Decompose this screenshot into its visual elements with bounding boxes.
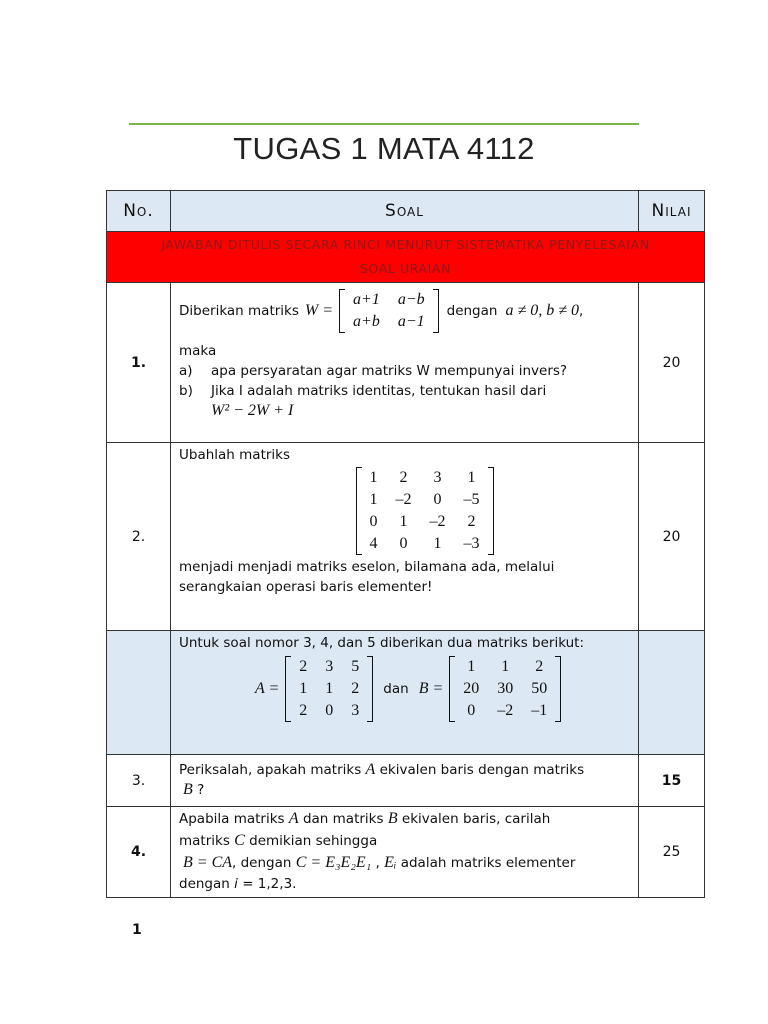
label-a: A = [255,680,280,697]
matrix-q2 [356,467,494,555]
matrix-cell: 2 [522,656,556,678]
matrix-cell: 1 [399,513,408,530]
matrix-cell: a−b [397,291,425,308]
question-body [171,807,639,898]
q4-text: adalah matriks elementer [400,855,576,871]
matrix-cell: 0 [454,700,488,722]
part-text: Jika I adalah matriks identitas, tentukan hasil dari [211,383,547,399]
matrix-cell: 0 [399,535,408,552]
instruction-banner [107,232,705,283]
part-label: b) [179,383,193,399]
matrix-w [339,289,439,333]
title-rule [129,123,639,125]
q1-maka: maka [179,343,217,359]
q2-outro-1: menjadi menjadi matriks eselon, bilamana ada, melalui [179,559,555,575]
matrix-cell: –2 [429,513,446,530]
matrix-cell: 20 [454,678,488,700]
matrix-cell: 1 [369,469,378,486]
q4-text: ekivalen baris, carilah [401,811,551,827]
matrix-cell: 3 [342,700,368,722]
q1-condition: a ≠ 0, b ≠ 0 [505,302,580,319]
q4-text: dan matriks [302,811,384,827]
matrix-cell: a−1 [397,313,425,330]
matrix-cell: 2 [290,700,316,722]
q3-text-3: ? [197,782,205,798]
q4-var-a: A [288,810,299,827]
q4-var-b: B [387,810,398,827]
question-score: 25 [639,807,705,898]
instruction-row [107,232,705,283]
q4-text: dengan [179,876,230,892]
matrix-cell: 0 [433,491,442,508]
given-dan: dan [383,681,409,697]
matrix-cell: 3 [316,656,342,678]
q4-var-ei: Eᵢ [384,854,397,871]
header-soal: Soal [171,191,639,232]
matrix-cell: 1 [454,656,488,678]
question-number: 3. [107,755,171,807]
q2-intro: Ubahlah matriks [179,447,291,463]
question-body [171,283,639,443]
question-number: 2. [107,443,171,631]
q3-text-2: ekivalen baris dengan matriks [379,762,585,778]
question-body [171,443,639,631]
q1-expression: W² − 2W + I [211,402,294,419]
matrix-cell: 1 [488,656,522,678]
matrix-cell: –5 [463,491,480,508]
part-text: apa persyaratan agar matriks W mempunyai invers? [211,363,568,379]
matrix-cell: 0 [369,513,378,530]
matrix-cell: 2 [399,469,408,486]
given-matrices-row [107,631,705,755]
q3-var-a: A [365,761,376,778]
matrix-cell: 30 [488,678,522,700]
q4-eq-1: B = CA [183,854,233,871]
question-row-4 [107,807,705,898]
q4-text: Apabila matriks [179,811,285,827]
matrix-cell: –2 [395,491,412,508]
matrix-cell: 2 [342,678,368,700]
question-body [171,755,639,807]
assignment-table [106,190,704,898]
question-number: 4. [107,807,171,898]
matrix-cell: 1 [316,678,342,700]
q1-part-a [179,361,630,381]
matrix-cell: –3 [463,535,480,552]
matrix-cell: 5 [342,656,368,678]
q4-text: matriks [179,833,230,849]
matrix-cell: a+1 [353,291,380,308]
q3-text-1: Periksalah, apakah matriks [179,762,362,778]
matrix-cell: a+b [353,313,380,330]
q1-comma: , [579,303,584,319]
given-intro: Untuk soal nomor 3, 4, dan 5 diberikan dua matriks berikut: [179,635,585,651]
table-header [107,191,705,232]
question-row-2 [107,443,705,631]
label-b: B = [418,680,444,697]
page-number: 1 [132,922,142,938]
matrix-cell: 4 [369,535,378,552]
question-score: 15 [639,755,705,807]
q1-var-w: W = [304,302,334,319]
matrix-cell: –1 [522,700,556,722]
question-row-1 [107,283,705,443]
instruction-line-1: JAWABAN DITULIS SECARA RINCI MENURUT SISTEMATIKA PENYELESAIAN [161,237,650,252]
q4-text: demikian sehingga [249,833,378,849]
matrix-cell: 1 [290,678,316,700]
header-nilai: Nilai [639,191,705,232]
empty-cell [639,631,705,755]
matrix-cell: 1 [369,491,378,508]
instruction-line-2: SOAL URAIAN [359,261,452,276]
question-score: 20 [639,443,705,631]
q4-var-c: C [234,832,245,849]
q1-part-b [179,381,630,421]
matrix-cell: 0 [316,700,342,722]
matrix-cell: 2 [290,656,316,678]
q2-outro-2: serangkaian operasi baris elementer! [179,579,433,595]
q4-eq-2: C = E₃E₂E₁ [295,854,372,871]
part-label: a) [179,363,193,379]
empty-cell [107,631,171,755]
question-number: 1. [107,283,171,443]
q4-text: , [375,855,380,871]
q3-var-b: B [183,781,193,798]
matrix-cell: –2 [488,700,522,722]
matrix-b [449,656,561,722]
question-score: 20 [639,283,705,443]
matrix-cell: 1 [433,535,442,552]
q1-intro: Diberikan matriks [179,303,299,319]
matrix-cell: 2 [467,513,476,530]
page-title: TUGAS 1 MATA 4112 [233,131,535,166]
matrix-cell: 1 [467,469,476,486]
header-no: No. [107,191,171,232]
matrix-cell: 3 [433,469,442,486]
q4-var-i: i [234,876,238,892]
q1-dengan: dengan [446,303,498,319]
matrix-cell: 50 [522,678,556,700]
q4-text: , dengan [232,855,292,871]
given-body [171,631,639,755]
q4-text: = 1,2,3. [242,876,297,892]
matrix-a [285,656,373,722]
question-row-3 [107,755,705,807]
